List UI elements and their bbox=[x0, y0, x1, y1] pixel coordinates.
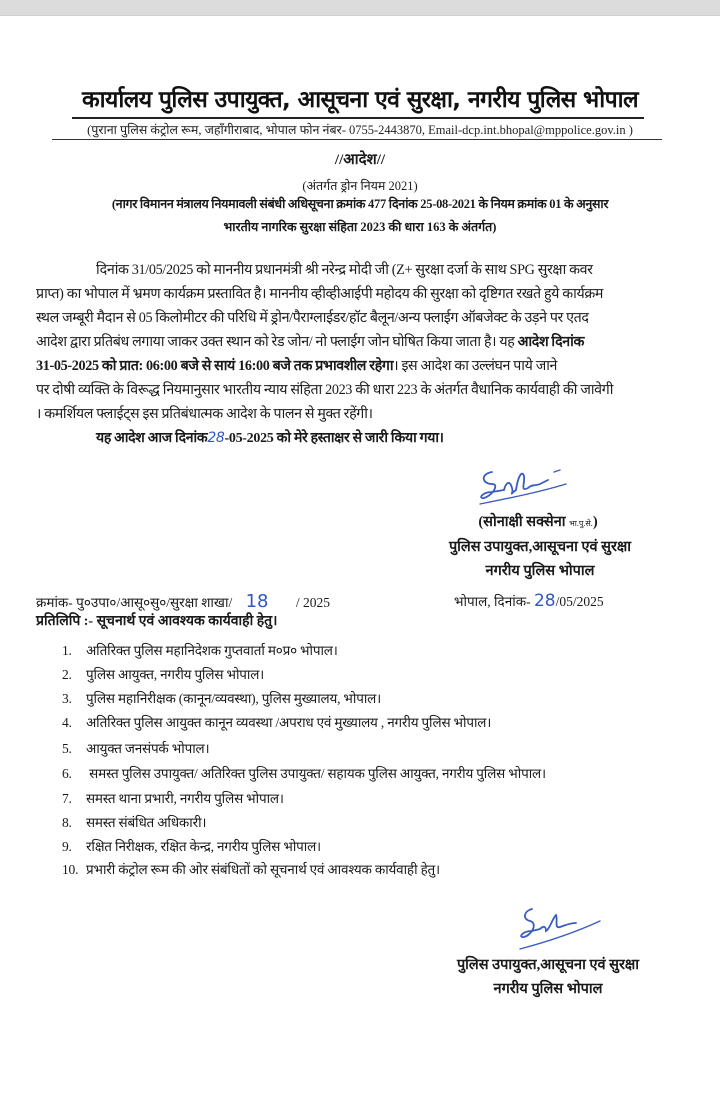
issued-prefix: यह आदेश आज दिनांक bbox=[96, 431, 208, 446]
title-underline bbox=[72, 117, 644, 119]
order-subtitle-rule: (अंतर्गत ड्रोन नियम 2021) bbox=[302, 179, 418, 193]
copy-to-item bbox=[62, 689, 381, 707]
signatory-1-designation: पुलिस उपायुक्त,आसूचना एवं सुरक्षा bbox=[448, 539, 632, 555]
issued-suffix: -05-2025 को मेरे हस्ताक्षर से जारी किया गया। bbox=[224, 431, 444, 446]
body-line-4 bbox=[36, 332, 680, 351]
body-line-3: स्थल जम्बूरी मैदान से 05 किलोमीटर की परिधि में ड्रोन/पैराग्लाईडर/हॉट बैलून/अन्य फ्लाईग ऑबजेक्ट के उड़ने पर एतद bbox=[36, 310, 589, 326]
signatory-2-office: नगरीय पुलिस भोपाल bbox=[493, 981, 603, 997]
signatory-1-name-close: ) bbox=[592, 514, 598, 530]
copy-to-item bbox=[62, 641, 338, 659]
copy-to-item bbox=[62, 665, 264, 683]
reference-number-suffix: / 2025 bbox=[295, 595, 330, 610]
order-subtitle-section: भारतीय नागरिक सुरक्षा संहिता 2023 की धारा 163 के अंतर्गत) bbox=[223, 220, 497, 234]
copy-to-item-number: 4. bbox=[62, 715, 72, 730]
copy-to-item-text: प्रभारी कंट्रोल रूम की ओर संबंधितों को सूचनार्थ एवं आवश्यक कार्यवाही हेतु। bbox=[86, 862, 440, 877]
body-line-7: । कमर्शियल फ्लाईट्स इस प्रतिबंधात्मक आदेश के पालन से मुक्त रहेंगी। bbox=[36, 406, 373, 422]
reference-number-prefix: क्रमांक- पु०उपा०/आसू०सु०/सुरक्षा शाखा/ bbox=[36, 595, 233, 610]
office-title: कार्यालय पुलिस उपायुक्त, आसूचना एवं सुरक्षा, नगरीय पुलिस भोपाल bbox=[82, 87, 638, 113]
copy-to-item-number: 9. bbox=[62, 839, 72, 854]
copy-to-item-text: आयुक्त जनसंपर्क भोपाल। bbox=[86, 741, 210, 756]
copy-to-item-number: 1. bbox=[62, 643, 72, 658]
copy-to-item-number: 5. bbox=[62, 741, 72, 756]
body-line-1: दिनांक 31/05/2025 को माननीय प्रधानमंत्री श्री नरेन्द्र मोदी जी (Z+ सुरक्षा दर्जा के साथ SPG सुरक्षा कवर bbox=[96, 262, 593, 278]
reference-number-handwritten: 18 bbox=[245, 591, 269, 612]
reference-number bbox=[36, 591, 330, 612]
body-line-5-bold: 31-05-2025 को प्रात: 06:00 बजे से सायं 16:00 बजे तक प्रभावशील रहेगा bbox=[36, 358, 394, 374]
copy-to-item-text: समस्त थाना प्रभारी, नगरीय पुलिस भोपाल। bbox=[86, 791, 284, 806]
copy-to-item-text: अतिरिक्त पुलिस महानिदेशक गुप्तवार्ता म०प्र० भोपाल। bbox=[86, 643, 338, 658]
place-date-day-handwritten: 28 bbox=[533, 591, 556, 611]
copy-to-item-text: पुलिस महानिरीक्षक (कानून/व्यवस्था), पुलिस मुख्यालय, भोपाल। bbox=[86, 691, 382, 706]
address-underline bbox=[52, 139, 662, 140]
place-date-suffix: /05/2025 bbox=[555, 594, 604, 609]
copy-to-item-number: 8. bbox=[62, 815, 72, 830]
issued-statement bbox=[96, 428, 444, 447]
body-line-6: पर दोषी व्यक्ति के विरूद्ध नियमानुसार भारतीय न्याय संहिता 2023 की धारा 223 के अंतर्गत वैधानिक कार्यवाही की जावेगी bbox=[36, 382, 614, 398]
signatory-1-service: भा.पु.से. bbox=[569, 519, 593, 528]
copy-to-item-text: समस्त संबंधित अधिकारी। bbox=[86, 815, 207, 830]
signature-2 bbox=[510, 905, 610, 955]
signatory-1-office: नगरीय पुलिस भोपाल bbox=[485, 563, 595, 579]
copy-to-item-text: समस्त पुलिस उपायुक्त/ अतिरिक्त पुलिस उपायुक्त/ सहायक पुलिस आयुक्त, नगरीय पुलिस भोपाल। bbox=[86, 766, 546, 781]
copy-to-item-number: 10. bbox=[62, 862, 79, 877]
copy-to-heading: प्रतिलिपि :- सूचनार्थ एवं आवश्यक कार्यवाही हेतु। bbox=[36, 614, 278, 629]
body-line-5-text: । इस आदेश का उल्लंघन पाये जाने bbox=[393, 358, 558, 374]
body-line-4-bold: आदेश दिनांक bbox=[517, 334, 585, 350]
copy-to-item bbox=[62, 713, 491, 731]
copy-to-item bbox=[62, 860, 440, 878]
body-line-4-text: आदेश द्वारा प्रतिबंध लगाया जाकर उक्त स्थान को रेड जोन/ नो फ्लाईग जोन घोषित किया जाता है। यह bbox=[36, 334, 518, 350]
copy-to-item-number: 6. bbox=[62, 766, 72, 781]
signatory-2-designation: पुलिस उपायुक्त,आसूचना एवं सुरक्षा bbox=[456, 957, 640, 973]
copy-to-item bbox=[62, 813, 206, 831]
office-address: (पुराना पुलिस कंट्रोल रूम, जहाँगीराबाद, भोपाल फोन नंबर- 0755-2443870, Email-dcp.int.bhopal@mppolice.gov.in ) bbox=[87, 123, 633, 137]
signatory-1-name-text: (सोनाक्षी सक्सेना bbox=[478, 514, 566, 530]
copy-to-item-number: 3. bbox=[62, 691, 72, 706]
body-line-2: प्राप्त) का भोपाल में भ्रमण कार्यक्रम प्रस्तावित है। माननीय व्हीव्हीआईपी महोदय की सुरक्षा को दृष्टिगत रखते हुये कार्यक्रम bbox=[36, 286, 604, 302]
copy-to-item bbox=[62, 739, 209, 757]
place-date-prefix: भोपाल, दिनांक- bbox=[454, 594, 531, 609]
copy-to-item bbox=[62, 764, 546, 782]
order-subtitle-notification: (नागर विमानन मंत्रालय नियमावली संबंधी अधिसूचना क्रमांक 477 दिनांक 25-08-2021 के नियम क्रमांक 01 के अनुसार bbox=[111, 197, 609, 211]
body-line-5 bbox=[36, 356, 680, 375]
copy-to-item-number: 2. bbox=[62, 667, 72, 682]
copy-to-item-text: पुलिस आयुक्त, नगरीय पुलिस भोपाल। bbox=[86, 667, 265, 682]
copy-to-item-number: 7. bbox=[62, 791, 72, 806]
copy-to-item-text: अतिरिक्त पुलिस आयुक्त कानून व्यवस्था /अपराध एवं मुख्यालय , नगरीय पुलिस भोपाल। bbox=[86, 715, 492, 730]
copy-to-item bbox=[62, 789, 284, 807]
copy-to-item bbox=[62, 837, 321, 855]
place-date bbox=[454, 591, 604, 611]
signature-1 bbox=[470, 462, 590, 512]
issued-day-handwritten: 28 bbox=[207, 430, 225, 446]
order-heading: //आदेश// bbox=[334, 152, 386, 168]
copy-to-item-text: रक्षित निरीक्षक, रक्षित केन्द्र, नगरीय पुलिस भोपाल। bbox=[86, 839, 321, 854]
signatory-1-name bbox=[438, 511, 638, 531]
